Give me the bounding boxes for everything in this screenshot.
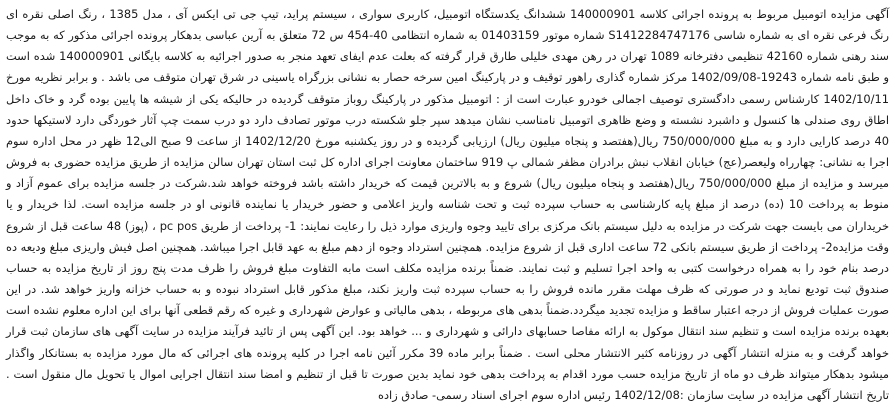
auction-notice-text: آگهی مزایده اتومبیل مربوط به پرونده اجرائی کلاسه 140000901 ششدانگ یکدستگاه اتومبیل، کاربری سواری ، سیستم پراید، تیپ جی تی ایکس آی ، مدل 1385 ، رنگ اصلی نقره ای رنگ فرعی نقره ای به شماره شاسی S1412284747176 شماره موتور 01403159 به شماره انتظامی 40-454 س 72 متعلق به آرین عباسی بدهکار پرونده اجرائی مذکور که به موجب سند رهنی شماره 42160 تنظیمی دفترخانه 1089 تهران در رهن مهدی خلیلی طارق قرار گرفته که بعلت عدم ایفای تعهد منجر به صدور اجرائیه به کلاسه بایگانی 140000901 شده است و طبق نامه شماره 19243-1402/09/08 مرکز شماره گذاری راهور توقیف و در پارکینگ امین سرخه حصار به نشانی بزرگراه یاسینی در شرق تهران متوقف می باشد . و برابر نظریه مورخ 1402/10/11 کارشناس رسمی دادگستری توصیف اجمالی خودرو عبارت است از : اتومبیل مذکور در پارکینگ روباز متوقف گردیده در حالیکه یکی از شیشه ها پایین بوده گرد و خاک داخل اطاق روی صندلی ها کنسول و داشبرد نشسته و وضع ظاهری اتومبیل نامناسب نشان میدهد سپر جلو شکسته درب موتور تصادف دارد دو درب سمت چپ آثار خوردگی دارد لاستیکها حدود 40 درصد کارایی دارد و به مبلغ 750/000/000 ریال(هفتصد و پنجاه میلیون ریال) ارزیابی گردیده و در روز یکشنبه مورخ 1402/12/20 از ساعت 9 صبح الی12 ظهر در محل اداره سوم اجرا به نشانی: چهارراه ولیعصر(عج) خیابان انقلاب نبش برادران مظفر شمالی پ 919 ساختمان معاونت اجرای اداره کل ثبت استان تهران سالن مزایده از طریق مزایده حضوری به فروش میرسد و مزایده از مبلغ 750/000/000 ریال(هفتصد و پنجاه میلیون ریال) شروع و به بالاترین قیمت که خریدار داشته باشد فروخته خواهد شد.شرکت در جلسه مزایده برای عموم آزاد و منوط به پرداخت 10 (ده) درصد از مبلغ پایه کارشناسی به حساب سپرده ثبت و تحت شناسه واریز اعلامی و حضور خریدار یا نماینده قانونی او در جلسه مزایده است. لذا خریدار و یا خریداران می بایست جهت شرکت در مزایده به دلیل سیستم بانک مرکزی برای تایید وجوه واریزی موارد ذیل را رعایت نمایند: 1- پرداخت از طریق pc pos ، (پوز) 48 ساعت قبل از شروع وقت مزایده2- پرداخت از طریق سیستم بانکی 72 ساعت اداری قبل از شروع مزایده. همچنین استرداد وجوه از دهم مبلغ به عهد قابل اجرا میباشد. همچنین اصل فیش واریزی مبلغ ودیعه ده درصد بنام خود را به همراه درخواست کتبی به واحد اجرا تسلیم و ثبت نمایند. ضمناً برنده مزایده مکلف است مابه التفاوت مبلغ فروش را ظرف مدت پنج روز از تاریخ مزایده به حساب صندوق ثبت تودیع نماید و در صورتی که ظرف مهلت مقرر مانده فروش را به حساب سپرده ثبت واریز نکند، مبلغ مذکور قابل استرداد نبوده و به حساب خزانه واریز خواهد شد. در این صورت عملیات فروش از درجه اعتبار ساقط و مزایده تجدید میگردد.ضمناً بدهی های مربوطه ، بدهی مالیاتی و عوارض شهرداری و غیره که رقم قطعی آنها برای این اداره معلوم نشده است بعهده برنده مزایده است و تنظیم سند انتقال موکول به ارائه مفاصا حسابهای دارائی و شهرداری و ... خواهد بود. این آگهی پس از تائید فرآیند مزایده در سایت آگهی های سازمان ثبت قرار خواهد گرفت و به منزله انتشار آگهی در روزنامه کثیر الانتشار محلی است . ضمناً برابر ماده 39 مکرر آئین نامه اجرا در کلیه پرونده های اجرائی که مال مورد مزایده به بستانکار واگذار میشود بدهکار میتواند ظرف دو ماه از تاریخ مزایده حسب مورد اقدام به پرداخت بدهی خود نماید بدین صورت تا قبل از تنظیم و امضا سند انتقال اجرایی اموال یا تحویل مال منقول است . تاریخ انتشار آگهی مزایده در سایت سازمان :1402/12/08 رئیس اداره سوم اجرای اسناد رسمی- صادق زاده [6, 7, 890, 402]
